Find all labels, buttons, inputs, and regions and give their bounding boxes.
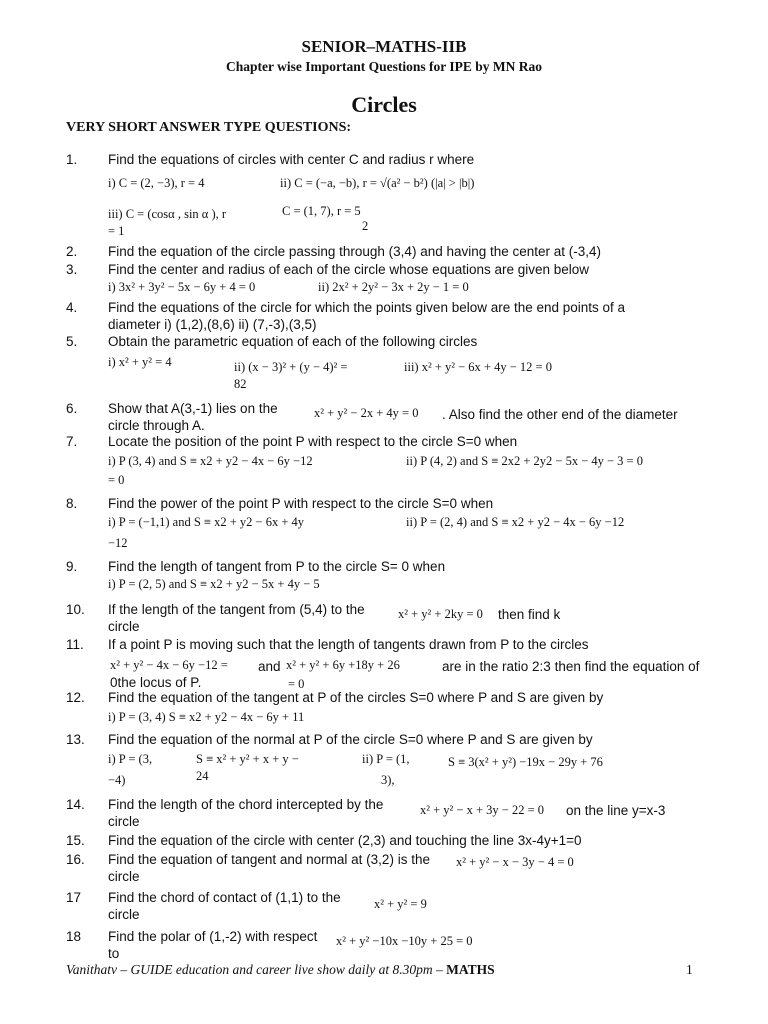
section-title: VERY SHORT ANSWER TYPE QUESTIONS: [66, 120, 352, 135]
question-text: then find k [498, 607, 561, 622]
question-part: i) P (3, 4) and S ≡ x2 + y2 − 4x − 6y −12 [108, 454, 313, 468]
question-number: 9. [66, 559, 78, 574]
question-text: Find the equations of circles with center C and radius r where [108, 152, 475, 167]
question-equation: x² + y² − 2x + 4y = 0 [314, 406, 419, 420]
question-text: circle [108, 869, 140, 884]
question-part: ii) P = (2, 4) and S ≡ x2 + y2 − 4x − 6y −12 [406, 515, 625, 529]
question-number: 8. [66, 496, 78, 511]
question-part: 3), [381, 773, 395, 787]
course-header: SENIOR–MATHS-IIB [301, 37, 467, 56]
question-part: ii) P (4, 2) and S ≡ 2x2 + 2y2 − 5x − 4y − 3 = 0 [406, 454, 643, 468]
question-text: circle through A. [108, 418, 205, 433]
question-part: 82 [234, 377, 247, 391]
question-text: If a point P is moving such that the length of tangents drawn from P to the circles [108, 637, 589, 652]
question-part: C = (1, 7), r = 5 [282, 204, 361, 218]
question-text: Find the equation of the normal at P of the circle S=0 where P and S are given by [108, 732, 593, 747]
question-equation: x² + y² − x − 3y − 4 = 0 [456, 855, 574, 869]
question-part: i) 3x² + 3y² − 5x − 6y + 4 = 0 [108, 280, 256, 294]
question-text: Find the length of the chord intercepted by the [108, 797, 384, 812]
question-number: 12. [66, 690, 85, 705]
question-part: i) C = (2, −3), r = 4 [108, 176, 205, 190]
question-part: S ≡ 3(x² + y²) −19x − 29y + 76 [448, 755, 603, 769]
question-part: ii) C = (−a, −b), r = √(a² − b²) (|a| > |b|) [280, 176, 475, 190]
question-part: −4) [108, 773, 126, 787]
question-part: 0the locus of P. [110, 675, 202, 690]
question-part: = 1 [108, 224, 125, 238]
page-footer [66, 963, 495, 978]
question-text: diameter i) (1,2),(8,6) ii) (7,-3),(3,5) [108, 317, 317, 332]
question-part: x² + y² + 6y +18y + 26 [286, 658, 400, 672]
question-number: 18 [66, 929, 82, 944]
question-number: 13. [66, 732, 85, 747]
question-part: = 0 [288, 677, 305, 691]
question-text: Obtain the parametric equation of each of the following circles [108, 334, 478, 349]
question-part: i) P = (2, 5) and S ≡ x2 + y2 − 5x + 4y − 5 [108, 577, 320, 591]
document-subtitle: Chapter wise Important Questions for IPE by MN Rao [225, 59, 542, 74]
question-equation: x² + y² − x + 3y − 22 = 0 [420, 803, 544, 817]
question-number: 3. [66, 262, 78, 277]
question-number: 15. [66, 833, 85, 848]
question-text: . Also find the other end of the diameter [442, 407, 678, 422]
question-part: and [258, 659, 281, 674]
question-text: Find the length of tangent from P to the circle S= 0 when [108, 559, 446, 574]
question-number: 7. [66, 434, 78, 449]
question-number: 1. [66, 152, 78, 167]
question-part: = 0 [108, 473, 125, 487]
question-part: iii) x² + y² − 6x + 4y − 12 = 0 [404, 360, 552, 374]
question-text: circle [108, 907, 140, 922]
question-text: Find the center and radius of each of the circle whose equations are given below [108, 262, 590, 277]
question-number: 14. [66, 797, 85, 812]
question-part: S ≡ x² + y² + x + y − [196, 752, 299, 766]
question-part: ii) (x − 3)² + (y − 4)² = [234, 360, 348, 374]
question-text: Find the equation of tangent and normal at (3,2) is the [108, 852, 430, 867]
question-text: to [108, 946, 120, 961]
question-part: i) x² + y² = 4 [108, 355, 172, 369]
question-text: Find the equation of the tangent at P of the circles S=0 where P and S are given by [108, 690, 604, 705]
question-number: 2. [66, 244, 78, 259]
question-text: If the length of the tangent from (5,4) to the [108, 602, 365, 617]
question-equation: x² + y² + 2ky = 0 [398, 607, 483, 621]
question-number: 11. [66, 637, 84, 652]
question-part: −12 [108, 536, 128, 550]
question-part: 24 [196, 769, 209, 783]
question-text: Find the chord of contact of (1,1) to the [108, 890, 341, 905]
question-number: 16. [66, 852, 85, 867]
question-equation: x² + y² = 9 [374, 897, 427, 911]
question-part: x² + y² − 4x − 6y −12 = [110, 658, 228, 672]
question-number: 4. [66, 300, 78, 315]
question-text: Show that A(3,-1) lies on the [108, 401, 278, 416]
question-number: 17 [66, 890, 82, 905]
question-text: Find the equation of the circle with center (2,3) and touching the line 3x-4y+1=0 [108, 833, 582, 848]
question-part: are in the ratio 2:3 then find the equation of [442, 659, 700, 674]
footer-subject: MATHS [446, 962, 495, 977]
question-part: iii) C = (cosα , sin α ), r [108, 207, 227, 221]
question-part: ii) 2x² + 2y² − 3x + 2y − 1 = 0 [318, 280, 469, 294]
question-text: circle [108, 814, 140, 829]
question-part: i) P = (3, [108, 752, 153, 766]
question-equation: x² + y² −10x −10y + 25 = 0 [336, 934, 473, 948]
question-part: 2 [362, 219, 369, 233]
page-number: 1 [686, 962, 693, 977]
chapter-title: Circles [351, 92, 417, 117]
question-part: ii) P = (1, [362, 752, 410, 766]
question-text: Find the equations of the circle for which the points given below are the end points of a [108, 300, 626, 315]
question-number: 6. [66, 401, 78, 416]
question-part: i) P = (−1,1) and S ≡ x2 + y2 − 6x + 4y [108, 515, 304, 529]
question-number: 10. [66, 602, 85, 617]
footer-text: Vanithatv – GUIDE education and career live show daily at 8.30pm – [66, 962, 443, 977]
question-part: i) P = (3, 4) S ≡ x2 + y2 − 4x − 6y + 11 [108, 710, 305, 724]
question-text: Find the polar of (1,-2) with respect [108, 929, 318, 944]
question-text: Find the power of the point P with respect to the circle S=0 when [108, 496, 494, 511]
question-text: Find the equation of the circle passing through (3,4) and having the center at (-3,4) [108, 244, 602, 259]
question-text: Locate the position of the point P with respect to the circle S=0 when [108, 434, 518, 449]
question-text: circle [108, 619, 140, 634]
question-number: 5. [66, 334, 78, 349]
question-text: on the line y=x-3 [566, 803, 666, 818]
